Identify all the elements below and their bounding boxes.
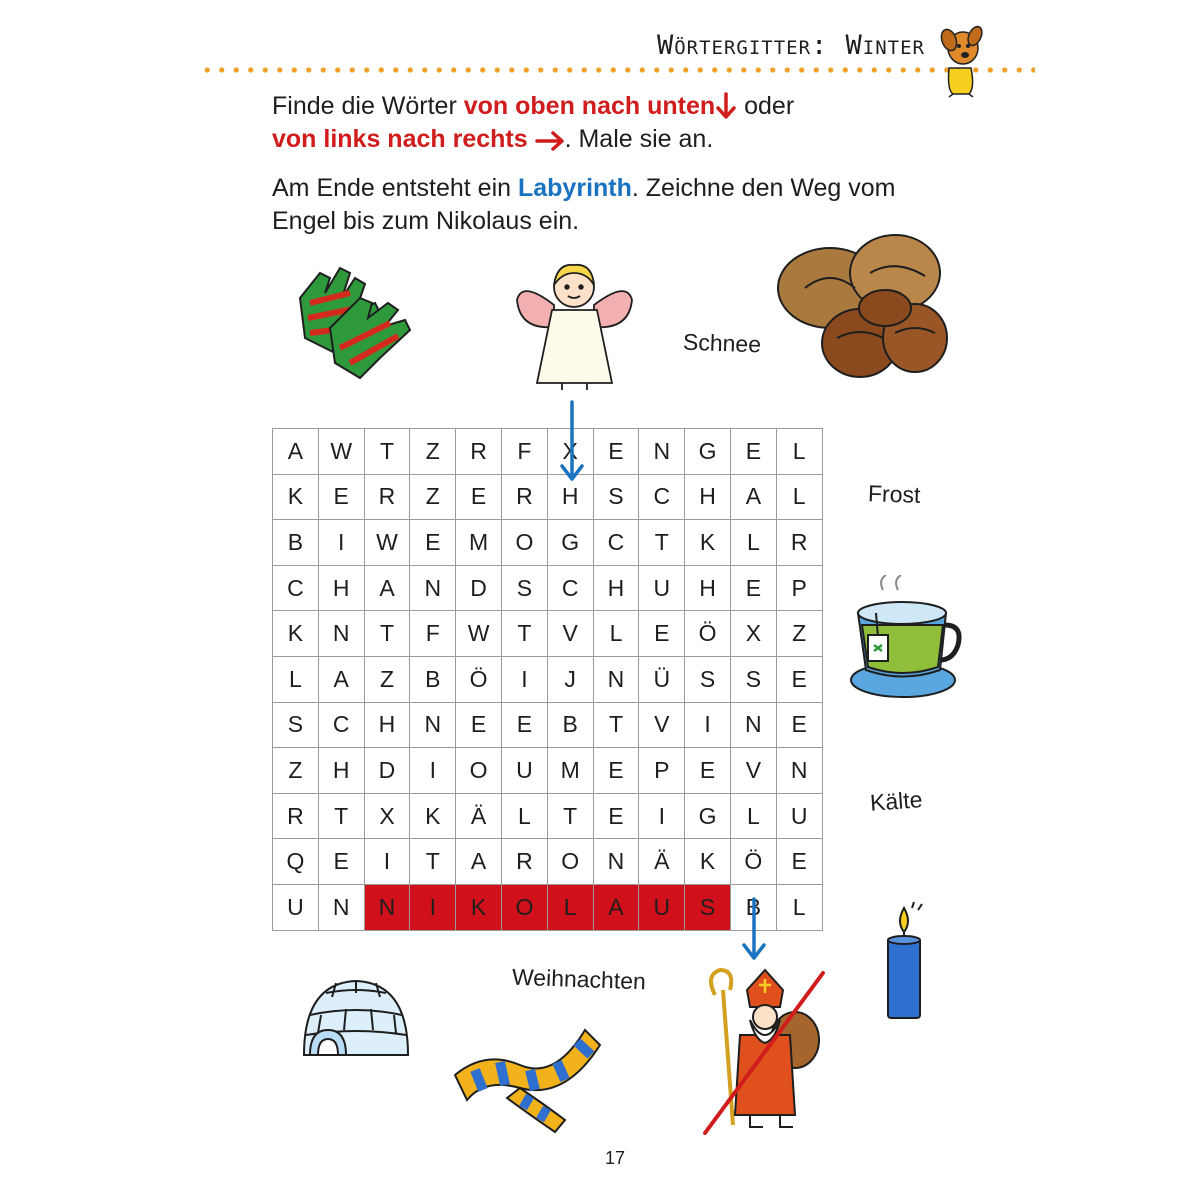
grid-cell[interactable]: E <box>410 520 456 566</box>
grid-cell[interactable]: H <box>319 748 365 794</box>
grid-cell[interactable]: L <box>777 885 823 931</box>
grid-cell[interactable]: I <box>410 885 456 931</box>
grid-cell[interactable]: S <box>685 885 731 931</box>
grid-cell[interactable]: X <box>365 794 411 840</box>
word-search-grid <box>272 428 823 931</box>
grid-cell[interactable]: Ü <box>639 657 685 703</box>
grid-cell[interactable]: L <box>731 794 777 840</box>
grid-cell[interactable]: L <box>273 657 319 703</box>
grid-cell[interactable]: Z <box>410 429 456 475</box>
grid-cell[interactable]: S <box>731 657 777 703</box>
grid-cell[interactable]: K <box>273 475 319 521</box>
grid-cell[interactable]: Z <box>410 475 456 521</box>
grid-cell[interactable]: P <box>777 566 823 612</box>
grid-cell[interactable]: T <box>502 611 548 657</box>
grid-cell[interactable]: W <box>456 611 502 657</box>
grid-cell[interactable]: B <box>731 885 777 931</box>
grid-cell[interactable]: U <box>273 885 319 931</box>
direction-right-text: von links nach rechts <box>272 125 528 153</box>
grid-cell[interactable]: O <box>456 748 502 794</box>
grid-cell[interactable]: I <box>410 748 456 794</box>
grid-cell[interactable]: H <box>594 566 640 612</box>
grid-cell[interactable]: E <box>731 429 777 475</box>
grid-cell[interactable]: B <box>410 657 456 703</box>
grid-cell[interactable]: T <box>365 429 411 475</box>
grid-cell[interactable]: B <box>548 703 594 749</box>
grid-cell[interactable]: U <box>639 566 685 612</box>
grid-cell[interactable]: E <box>777 839 823 885</box>
grid-cell[interactable]: W <box>365 520 411 566</box>
grid-cell[interactable]: X <box>548 429 594 475</box>
grid-cell[interactable]: L <box>777 475 823 521</box>
grid-cell[interactable]: O <box>502 885 548 931</box>
grid-cell[interactable]: X <box>731 611 777 657</box>
grid-cell[interactable]: F <box>502 429 548 475</box>
grid-cell[interactable]: A <box>594 885 640 931</box>
grid-cell[interactable]: E <box>777 657 823 703</box>
nikolaus-icon <box>695 965 835 1135</box>
grid-cell[interactable]: G <box>685 794 731 840</box>
grid-cell[interactable]: I <box>502 657 548 703</box>
grid-cell[interactable]: F <box>410 611 456 657</box>
grid-cell[interactable]: L <box>594 611 640 657</box>
grid-cell[interactable]: K <box>456 885 502 931</box>
grid-cell[interactable]: J <box>548 657 594 703</box>
word-label-frost: Frost <box>867 480 921 508</box>
grid-cell[interactable]: L <box>731 520 777 566</box>
instruction-text: Am Ende entsteht ein <box>272 174 518 202</box>
grid-cell[interactable]: S <box>594 475 640 521</box>
grid-cell[interactable]: E <box>319 839 365 885</box>
grid-cell[interactable]: L <box>548 885 594 931</box>
grid-cell[interactable]: N <box>777 748 823 794</box>
grid-cell[interactable]: E <box>777 703 823 749</box>
grid-cell[interactable]: C <box>273 566 319 612</box>
grid-cell[interactable]: H <box>365 703 411 749</box>
grid-cell[interactable]: N <box>365 885 411 931</box>
grid-cell[interactable]: I <box>319 520 365 566</box>
grid-cell[interactable]: N <box>410 566 456 612</box>
labyrinth-start-arrow-icon <box>557 400 587 484</box>
tea-cup-icon <box>848 575 963 705</box>
grid-cell[interactable]: E <box>456 703 502 749</box>
grid-cell[interactable]: D <box>456 566 502 612</box>
instruction-text: . Male sie an. <box>564 125 714 153</box>
grid-cell[interactable]: Ä <box>456 794 502 840</box>
grid-cell[interactable]: M <box>456 520 502 566</box>
grid-cell[interactable]: R <box>365 475 411 521</box>
instruction-text: oder <box>737 92 795 120</box>
labyrinth-end-arrow-icon <box>739 897 769 963</box>
grid-cell[interactable]: K <box>685 520 731 566</box>
grid-cell[interactable]: E <box>639 611 685 657</box>
grid-cell[interactable]: N <box>594 839 640 885</box>
arrow-right-icon <box>535 129 565 153</box>
grid-cell[interactable]: N <box>319 611 365 657</box>
grid-cell[interactable]: R <box>777 520 823 566</box>
grid-cell[interactable]: E <box>685 748 731 794</box>
grid-cell[interactable]: S <box>685 657 731 703</box>
grid-cell[interactable]: E <box>319 475 365 521</box>
grid-cell[interactable]: E <box>594 794 640 840</box>
grid-cell[interactable]: V <box>548 611 594 657</box>
grid-cell[interactable]: R <box>502 839 548 885</box>
grid-cell[interactable]: K <box>685 839 731 885</box>
grid-cell[interactable]: R <box>456 429 502 475</box>
grid-cell[interactable]: D <box>365 748 411 794</box>
grid-cell[interactable]: O <box>548 839 594 885</box>
grid-cell[interactable]: G <box>685 429 731 475</box>
grid-cell[interactable]: Z <box>273 748 319 794</box>
grid-cell[interactable]: A <box>731 475 777 521</box>
grid-cell[interactable]: Ö <box>456 657 502 703</box>
dog-mascot-icon <box>935 18 987 98</box>
gloves-icon <box>280 258 420 398</box>
grid-cell[interactable]: P <box>639 748 685 794</box>
grid-cell[interactable]: T <box>365 611 411 657</box>
grid-cell[interactable]: E <box>594 748 640 794</box>
grid-cell[interactable]: H <box>548 475 594 521</box>
grid-cell[interactable]: I <box>685 703 731 749</box>
page-number: 17 <box>604 1148 626 1168</box>
grid-cell[interactable]: K <box>273 611 319 657</box>
grid-cell[interactable]: V <box>639 703 685 749</box>
grid-cell[interactable]: Ä <box>639 839 685 885</box>
nuts-icon <box>775 228 955 388</box>
grid-cell[interactable]: S <box>502 566 548 612</box>
grid-cell[interactable]: A <box>456 839 502 885</box>
word-label-weihnachten: Weihnachten <box>511 963 647 995</box>
grid-cell[interactable]: N <box>731 703 777 749</box>
grid-cell[interactable]: C <box>319 703 365 749</box>
grid-cell[interactable]: E <box>594 429 640 475</box>
igloo-icon <box>296 975 416 1067</box>
grid-cell[interactable]: N <box>319 885 365 931</box>
grid-cell[interactable]: U <box>502 748 548 794</box>
grid-cell[interactable]: H <box>319 566 365 612</box>
instruction-paragraph-1 <box>272 90 992 156</box>
grid-cell[interactable]: T <box>594 703 640 749</box>
grid-cell[interactable]: I <box>639 794 685 840</box>
direction-down-text: von oben nach unten <box>463 92 716 120</box>
grid-cell[interactable]: C <box>639 475 685 521</box>
instruction-text: Finde die Wörter <box>272 92 464 120</box>
grid-cell[interactable]: V <box>731 748 777 794</box>
angel-icon <box>512 255 637 395</box>
grid-cell[interactable]: H <box>685 475 731 521</box>
grid-cell[interactable]: E <box>731 566 777 612</box>
grid-cell[interactable]: Q <box>273 839 319 885</box>
grid-cell[interactable]: C <box>548 566 594 612</box>
grid-cell[interactable]: E <box>456 475 502 521</box>
grid-cell[interactable]: A <box>365 566 411 612</box>
grid-cell[interactable]: L <box>777 429 823 475</box>
grid-cell[interactable]: K <box>410 794 456 840</box>
arrow-down-icon <box>715 92 737 120</box>
labyrinth-text: Labyrinth <box>517 174 632 202</box>
grid-cell[interactable]: E <box>502 703 548 749</box>
grid-cell[interactable]: C <box>594 520 640 566</box>
scarf-icon <box>445 1010 605 1135</box>
grid-cell[interactable]: M <box>548 748 594 794</box>
grid-cell[interactable]: Ö <box>685 611 731 657</box>
grid-cell[interactable]: Z <box>777 611 823 657</box>
grid-cell[interactable]: T <box>410 839 456 885</box>
grid-cell[interactable]: Z <box>365 657 411 703</box>
grid-cell[interactable]: R <box>273 794 319 840</box>
word-label-kaelte: Kälte <box>869 786 924 816</box>
grid-cell[interactable]: S <box>273 703 319 749</box>
grid-cell[interactable]: T <box>548 794 594 840</box>
grid-cell[interactable]: I <box>365 839 411 885</box>
grid-cell[interactable]: N <box>410 703 456 749</box>
grid-cell[interactable]: T <box>319 794 365 840</box>
grid-cell[interactable]: A <box>319 657 365 703</box>
dotted-divider <box>200 67 1035 73</box>
grid-cell[interactable]: G <box>548 520 594 566</box>
candle-icon <box>876 900 931 1022</box>
instruction-text: . Zeichne den Weg vom <box>631 174 896 202</box>
grid-cell[interactable]: U <box>777 794 823 840</box>
grid-cell[interactable]: T <box>639 520 685 566</box>
word-label-schnee: Schnee <box>682 328 762 358</box>
grid-cell[interactable]: O <box>502 520 548 566</box>
grid-cell[interactable]: Ö <box>731 839 777 885</box>
instructions <box>272 90 992 238</box>
grid-cell[interactable]: H <box>685 566 731 612</box>
grid-cell[interactable]: L <box>502 794 548 840</box>
grid-cell[interactable]: B <box>273 520 319 566</box>
grid-cell[interactable]: R <box>502 475 548 521</box>
grid-cell[interactable]: N <box>594 657 640 703</box>
grid-cell[interactable]: W <box>319 429 365 475</box>
instruction-text: Engel bis zum Nikolaus ein. <box>272 207 580 235</box>
grid-cell[interactable]: A <box>273 429 319 475</box>
page-title: Wörtergitter: Winter <box>656 30 925 61</box>
grid-cell[interactable]: N <box>639 429 685 475</box>
grid-cell[interactable]: U <box>639 885 685 931</box>
